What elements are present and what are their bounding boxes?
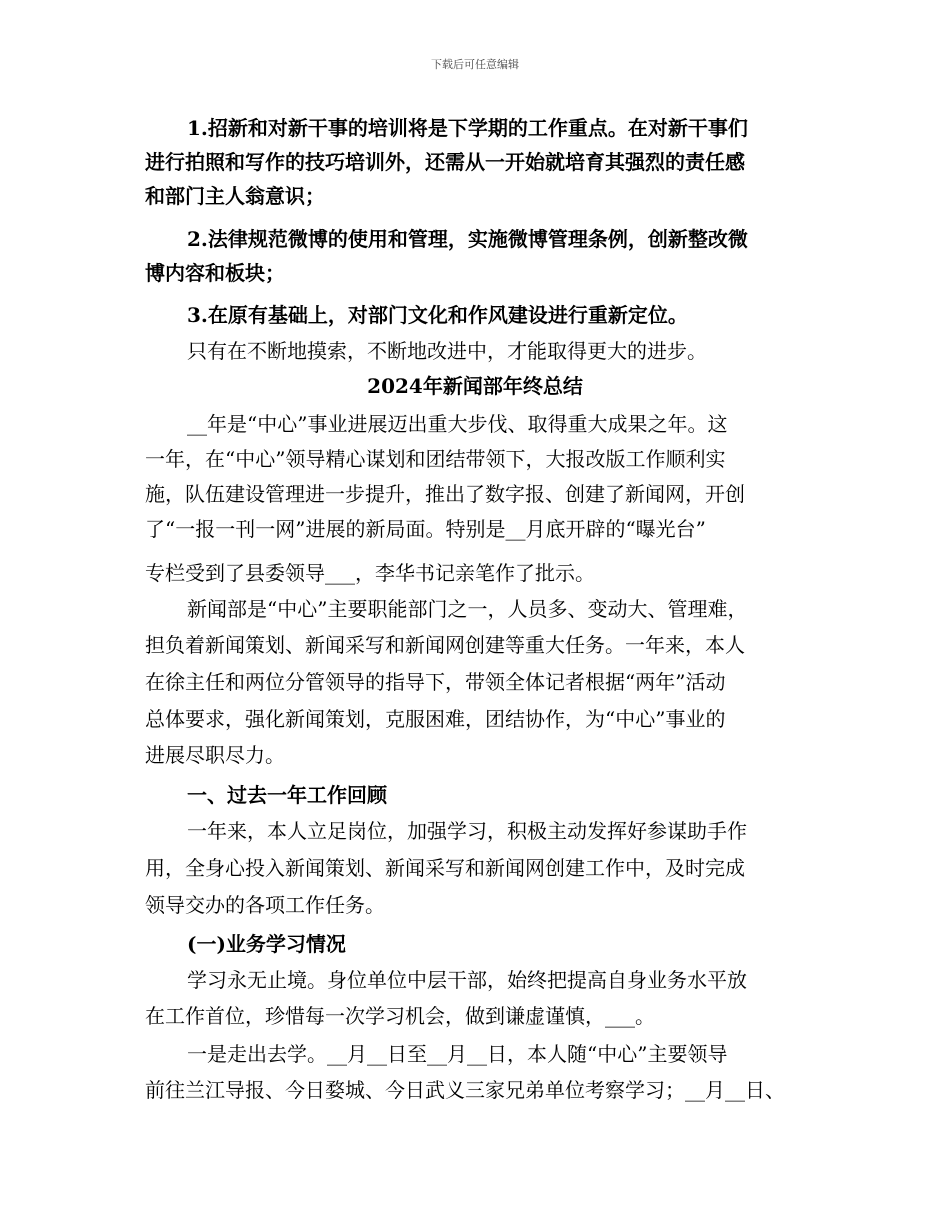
text-line: 一是走出去学。__月__日至__月__日，本人随“中心”主要领导 [187,1042,728,1066]
text-line: 1.招新和对新干事的培训将是下学期的工作重点。在对新干事们 [187,116,748,140]
text-line: 领导交办的各项工作任务。 [145,893,385,917]
text-line: 2.法律规范微博的使用和管理，实施微博管理条例，创新整改微 [187,227,748,251]
text-line: 专栏受到了县委领导___，李华书记亲笔作了批示。 [145,561,595,585]
text-line: 前往兰江导报、今日婺城、今日武义三家兄弟单位考察学习；__月__日、 [145,1078,785,1102]
subsection-heading: (一)业务学习情况 [187,932,346,956]
text-line: 用，全身心投入新闻策划、新闻采写和新闻网创建工作中，及时完成 [145,856,745,880]
text-line: 一年，在“中心”领导精心谋划和团结带领下，大报改版工作顺利实 [145,447,726,471]
text-line: 了“一报一刊一网”进展的新局面。特别是__月底开辟的“曝光台” [145,517,706,541]
text-line: 在工作首位，珍惜每一次学习机会，做到谦虚谨慎，___。 [145,1004,655,1028]
page-header-note: 下载后可任意编辑 [431,58,519,71]
text-line: 学习永无止境。身位单位中层干部，始终把提高自身业务水平放 [187,968,747,992]
document-title: 2024年新闻部年终总结 [367,374,583,398]
text-line: 3.在原有基础上，对部门文化和作风建设进行重新定位。 [187,303,688,327]
text-line: 进行拍照和写作的技巧培训外，还需从一开始就培育其强烈的责任感 [145,150,745,174]
text-line: 总体要求，强化新闻策划，克服困难，团结协作，为“中心”事业的 [145,707,726,731]
text-line: 和部门主人翁意识； [145,184,325,208]
text-line: __年是“中心”事业进展迈出重大步伐、取得重大成果之年。这 [187,412,728,436]
text-line: 在徐主任和两位分管领导的指导下，带领全体记者根据“两年”活动 [145,670,726,694]
text-line: 一年来，本人立足岗位，加强学习，积极主动发挥好参谋助手作 [187,819,747,843]
text-line: 担负着新闻策划、新闻采写和新闻网创建等重大任务。一年来，本人 [145,633,745,657]
text-line: 博内容和板块； [145,261,285,285]
text-line: 只有在不断地摸索，不断地改进中，才能取得更大的进步。 [187,339,707,363]
text-line: 施，队伍建设管理进一步提升，推出了数字报、创建了新闻网，开创 [145,482,745,506]
section-heading: 一、过去一年工作回顾 [187,783,387,807]
text-line: 进展尽职尽力。 [145,743,285,767]
text-line: 新闻部是“中心”主要职能部门之一，人员多、变动大、管理难， [187,597,748,621]
